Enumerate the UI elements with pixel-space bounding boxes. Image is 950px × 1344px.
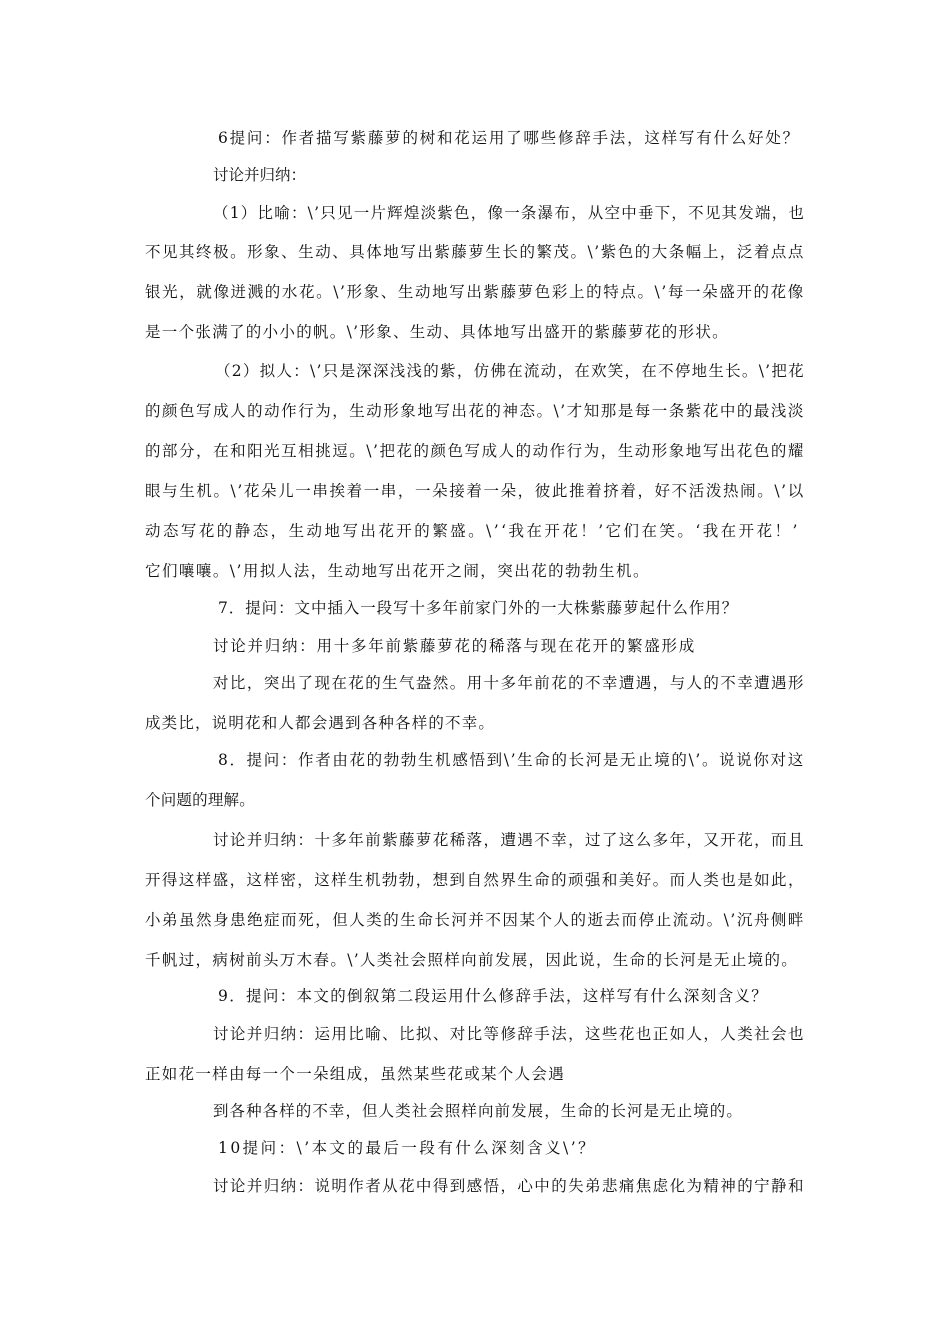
text-line: 不见其终极。形象、生动、具体地写出紫藤萝生长的繁茂。\’紫色的大条幅上，泛着点点: [145, 243, 805, 261]
text-line: 6提问：作者描写紫藤萝的树和花运用了哪些修辞手法，这样写有什么好处？: [218, 129, 800, 147]
text-line: 讨论并归纳：: [213, 166, 307, 184]
text-line: 讨论并归纳：十多年前紫藤萝花稀落，遭遇不幸，过了这么多年，又开花，而且: [213, 831, 805, 849]
text-line: 正如花一样由每一个一朵组成，虽然某些花或某个人会遇: [145, 1065, 566, 1083]
text-line: （1）比喻：\’只见一片辉煌淡紫色，像一条瀑布，从空中垂下，不见其发端，也: [213, 204, 806, 222]
text-line: 眼与生机。\’花朵儿一串挨着一串，一朵接着一朵，彼此推着挤着，好不活泼热闹。\’以: [145, 482, 805, 500]
text-line: 小弟虽然身患绝症而死，但人类的生命长河并不因某个人的逝去而停止流动。\’沉舟侧畔: [145, 911, 805, 929]
text-line: 到各种各样的不幸，但人类社会照样向前发展，生命的长河是无止境的。: [213, 1102, 743, 1120]
text-line: 讨论并归纳：运用比喻、比拟、对比等修辞手法，这些花也正如人，人类社会也: [213, 1025, 805, 1043]
text-line: 的颜色写成人的动作行为，生动形象地写出花的神态。\’才知那是每一条紫花中的最浅淡: [145, 402, 805, 420]
text-line: 10提问：\’本文的最后一段有什么深刻含义\’？: [218, 1139, 597, 1157]
text-line: 对比，突出了现在花的生气盎然。用十多年前花的不幸遭遇，与人的不幸遭遇形: [213, 674, 805, 692]
text-line: 是一个张满了的小小的帆。\’形象、生动、具体地写出盛开的紫藤萝花的形状。: [145, 323, 729, 341]
text-line: 讨论并归纳：用十多年前紫藤萝花的稀落与现在花开的繁盛形成: [213, 637, 697, 655]
text-line: 它们嚷嚷。\’用拟人法，生动地写出花开之闹，突出花的勃勃生机。: [145, 562, 650, 580]
text-line: 开得这样盛，这样密，这样生机勃勃，想到自然界生命的顽强和美好。而人类也是如此，: [145, 871, 805, 889]
text-line: 个问题的理解。: [145, 791, 255, 809]
text-line: 千帆过，病树前头万木春。\’人类社会照样向前发展，因此说，生命的长河是无止境的。: [145, 951, 799, 969]
text-line: （2）拟人：\’只是深深浅浅的紫，仿佛在流动，在欢笑，在不停地生长。\’把花: [215, 362, 805, 380]
text-line: 的部分，在和阳光互相挑逗。\’把花的颜色写成人的动作行为，生动形象地写出花色的耀: [145, 442, 805, 460]
text-line: 7．提问：文中插入一段写十多年前家门外的一大株紫藤萝起什么作用？: [218, 599, 739, 617]
text-line: 讨论并归纳：说明作者从花中得到感悟，心中的失弟悲痛焦虑化为精神的宁静和: [213, 1177, 805, 1195]
text-line: 动态写花的静态，生动地写出花开的繁盛。\’‘我在开花！’它们在笑。‘我在开花！’: [145, 522, 800, 540]
text-line: 成类比，说明花和人都会遇到各种各样的不幸。: [145, 714, 496, 732]
text-line: 8．提问：作者由花的勃勃生机感悟到\’生命的长河是无止境的\’。说说你对这: [218, 751, 805, 769]
text-line: 银光，就像迸溅的水花。\’形象、生动地写出紫藤萝色彩上的特点。\’每一朵盛开的花像: [145, 283, 805, 301]
text-line: 9．提问：本文的倒叙第二段运用什么修辞手法，这样写有什么深刻含义？: [218, 987, 769, 1005]
